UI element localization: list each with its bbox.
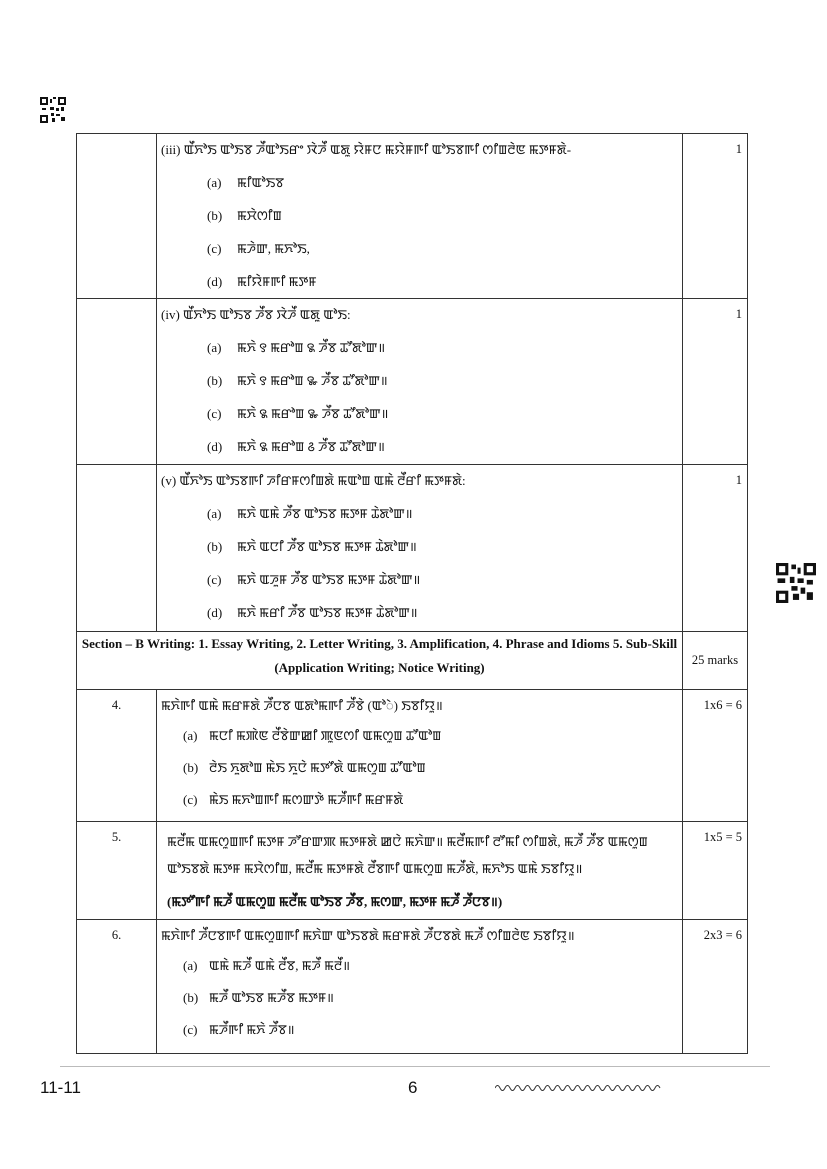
marks-cell: 2x3 = 6 [683,920,748,1054]
option-item: (a) ꯃꯈꯥ ꯑꯃꯥ ꯍꯩꯕ ꯑꯣꯏꯕ ꯃꯇꯝ ꯊꯥꯗꯣꯛ॥ [207,505,413,521]
question-number: 5. [77,822,157,920]
option-item: (a) ꯃꯅꯤ ꯃꯄꯥꯟ ꯂꯩꯕꯥꯛꯀꯤ ꯄꯨꯟꯁꯤ ꯑꯃꯁꯨꯡ ꯊꯧꯑꯣꯡ [183,728,442,743]
table-row [77,822,748,920]
question-stem: (iv) ꯑꯩꯈꯣꯏ ꯑꯣꯏꯕ ꯍꯩꯕ ꯋꯥꯍꯩ ꯑꯗꯨ ꯑꯣꯏ: [161,307,351,322]
question-text-line: ꯑꯣꯏꯕꯗꯥ ꯃꯇꯝ ꯃꯆꯥꯁꯤꯡ, ꯃꯂꯩꯃ ꯃꯇꯝꯗꯥ ꯂꯩꯕꯒꯤ ꯑꯃꯁꯨꯡ ꯃꯍꯩꯗꯥ, ꯃꯈꯣꯏ ꯑꯃꯥ ꯏꯕꯤꯌꯨ॥ [167,861,583,876]
question-stem: ꯃꯈꯥꯒꯤ ꯑꯃꯥ ꯃꯔꯝꯗꯥ ꯍꯩꯅꯕ ꯑꯗꯣꯃꯒꯤ ꯍꯩꯕꯥ (ꯑꯣꯥ) ꯏꯕꯤꯌꯨ॥ [161,698,443,713]
section-marks: 25 marks [683,632,748,690]
question-cell [157,299,683,465]
question-cell [157,822,683,920]
option-item: (c) ꯃꯥꯏ ꯃꯈꯣꯡꯒꯤ ꯃꯁꯛꯇꯥ ꯃꯍꯩꯒꯤ ꯃꯔꯝꯗꯥ [183,792,404,807]
table-row [77,920,748,1054]
question-stem: (iii) ꯑꯩꯈꯣꯏ ꯑꯣꯏꯕ ꯍꯩꯑꯣꯏꯔꯦ ꯋꯥꯍꯩ ꯑꯗꯨ ꯌꯥꯝꯅ ꯃꯌꯥꯝꯒꯤ ꯑꯣꯏꯕꯒꯤ ꯁꯤꯡꯂꯥꯟ ꯃꯇꯝꯗꯥ- [161,142,572,157]
option-item: (d) ꯃꯈꯥ ꯲ ꯃꯔꯣꯡ ꯴ ꯍꯩꯕ ꯊꯧꯗꯣꯛ॥ [207,438,385,454]
marks-cell: 1 [683,465,748,632]
qr-code-icon [776,563,816,603]
question-text-line: ꯃꯂꯩꯃ ꯑꯃꯁꯨꯡꯒꯤ ꯃꯇꯝ ꯍꯧꯔꯛꯄ ꯃꯇꯝꯗꯥ ꯀꯅꯥ ꯃꯈꯥꯛ॥ ꯃꯂꯩꯃꯒꯤ ꯂꯧꯃꯤ ꯁꯤꯡꯗꯥ, ꯃꯍꯩ ꯍꯩꯕ ꯑꯃꯁꯨꯡ [167,834,648,849]
option-item: (d) ꯃꯤꯌꯥꯝꯒꯤ ꯃꯇꯝ [207,273,317,289]
question-cell [157,920,683,1054]
section-title: Section – B Writing: 1. Essay Writing, 2. Letter Writing, 3. Amplification, 4. Phrase and Idioms 5. Sub-Skill (Application Writing; Notice Writing) [77,632,683,690]
question-cell [157,690,683,822]
option-item: (b) ꯃꯍꯩ ꯑꯣꯏꯕ ꯃꯍꯩꯕ ꯃꯇꯝ॥ [183,990,334,1005]
question-number-cell [77,134,157,299]
wavy-line-icon [495,1080,665,1098]
question-cell [157,134,683,299]
question-note: (ꯃꯇꯧꯒꯤ ꯃꯍꯩ ꯑꯃꯁꯨꯡ ꯃꯂꯩꯃ ꯑꯣꯏꯕ ꯍꯩꯕ, ꯃꯁꯛ, ꯃꯇꯝ ꯃꯍꯩ ꯍꯩꯅꯕ॥) [167,894,503,909]
table-row [77,134,748,299]
qr-code-icon [40,97,66,123]
question-number: 6. [77,920,157,1054]
question-stem: ꯃꯈꯥꯒꯤ ꯍꯩꯅꯕꯒꯤ ꯑꯃꯁꯨꯡꯒꯤ ꯃꯈꯥꯛ ꯑꯣꯏꯕꯗꯥ ꯃꯔꯝꯗꯥ ꯍꯩꯅꯕꯗꯥ ꯃꯍꯩ ꯁꯤꯡꯂꯥꯟ ꯏꯕꯤꯌꯨ॥ [161,928,575,943]
option-item: (b) ꯃꯆꯥꯁꯤꯡ [207,207,282,223]
option-item: (a) ꯃꯤꯑꯣꯏꯕ [207,174,285,190]
table-row [77,690,748,822]
section-header-row [77,632,748,690]
marks-cell: 1x5 = 5 [683,822,748,920]
option-item: (d) ꯃꯈꯥ ꯃꯔꯤ ꯍꯩꯕ ꯑꯣꯏꯕ ꯃꯇꯝ ꯊꯥꯗꯣꯛ॥ [207,604,418,620]
page-number: 6 [408,1078,418,1097]
marks-cell: 1 [683,299,748,465]
footer-divider [60,1066,770,1067]
question-number-cell [77,465,157,632]
option-item: (b) ꯃꯈꯥ ꯱ ꯃꯔꯣꯡ ꯳ ꯍꯩꯕ ꯊꯧꯗꯣꯛ॥ [207,372,388,388]
option-item: (c) ꯃꯈꯥ ꯲ ꯃꯔꯣꯡ ꯳ ꯍꯩꯕ ꯊꯧꯗꯣꯛ॥ [207,405,389,421]
question-stem: (v) ꯑꯩꯈꯣꯏ ꯑꯣꯏꯕꯒꯤ ꯍꯤꯔꯝꯁꯤꯡꯗꯥ ꯃꯑꯣꯡ ꯑꯃꯥ ꯂꯩꯔꯤ ꯃꯇꯝꯗꯥ: [161,473,466,488]
option-item: (c) ꯃꯈꯥ ꯑꯍꯨꯝ ꯍꯩꯕ ꯑꯣꯏꯕ ꯃꯇꯝ ꯊꯥꯗꯣꯛ॥ [207,571,421,587]
question-cell [157,465,683,632]
option-item: (a) ꯃꯈꯥ ꯱ ꯃꯔꯣꯡ ꯲ ꯍꯩꯕ ꯊꯧꯗꯣꯛ॥ [207,339,386,355]
marks-cell: 1x6 = 6 [683,690,748,822]
marks-cell: 1 [683,134,748,299]
question-number-cell [77,299,157,465]
option-item: (a) ꯑꯃꯥ ꯃꯍꯩ ꯑꯃꯥ ꯂꯩꯕ, ꯃꯍꯩ ꯃꯂꯩ॥ [183,958,351,973]
table-row [77,465,748,632]
option-item: (c) ꯃꯍꯩꯒꯤ ꯃꯈꯥ ꯍꯩꯕ॥ [183,1022,295,1037]
option-item: (b) ꯂꯥꯏ ꯈꯨꯗꯣꯡ ꯃꯥꯏ ꯈꯨꯅꯥ ꯃꯇꯧꯗꯥ ꯑꯃꯁꯨꯡ ꯊꯧꯑꯣꯡ [183,760,426,775]
table-row [77,299,748,465]
option-item: (c) ꯃꯍꯥꯛ, ꯃꯈꯣꯏ, [207,240,310,256]
question-table [76,133,748,1054]
paper-code: 11-11 [40,1078,81,1097]
option-item: (b) ꯃꯈꯥ ꯑꯅꯤ ꯍꯩꯕ ꯑꯣꯏꯕ ꯃꯇꯝ ꯊꯥꯗꯣꯛ॥ [207,538,417,554]
question-number: 4. [77,690,157,822]
